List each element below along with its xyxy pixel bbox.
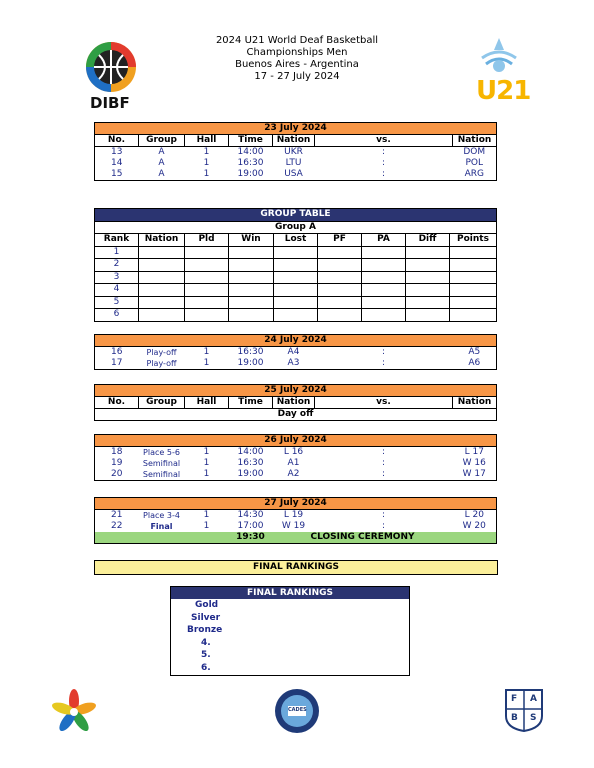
deaflympics-logo: [50, 688, 98, 736]
dibf-logo-text: DIBF: [90, 94, 130, 112]
fabs-letter-f: F: [511, 694, 518, 704]
group-table-title: GROUP TABLE: [95, 209, 497, 222]
schedule-23-july: [94, 122, 497, 181]
title-line-1: 2024 U21 World Deaf Basketball: [215, 35, 379, 46]
col-nation-away: Nation: [453, 397, 497, 409]
table-row: 3: [95, 271, 497, 284]
table-row: 2: [95, 259, 497, 272]
table-row: 1: [95, 246, 497, 259]
rank-bronze: Bronze: [187, 625, 223, 635]
rank-5: 5.: [201, 650, 211, 660]
col-nation: Nation: [139, 234, 185, 247]
table-row: 5: [95, 296, 497, 309]
col-nation-away: Nation: [453, 135, 497, 147]
col-time: Time: [229, 135, 273, 147]
col-group: Group: [139, 135, 185, 147]
col-points: Points: [450, 234, 497, 247]
ceremony-time: 19:30: [229, 532, 273, 544]
schedule-26-july: [94, 434, 497, 481]
rank-silver: Silver: [191, 612, 221, 623]
title-line-4: 17 - 27 July 2024: [254, 71, 340, 82]
game-row: 19 Semifinal 1 16:30 A1 : W 16: [111, 458, 486, 468]
title-line-2: Championships Men: [246, 47, 348, 58]
game-row: 20 Semifinal 1 19:00 A2 : W 17: [111, 469, 486, 479]
u21-logo-text: U21: [476, 76, 531, 106]
game-row: 15 A 1 19:00 USA : ARG: [111, 169, 484, 179]
date-header: 25 July 2024: [95, 385, 497, 397]
game-row: 21 Place 3-4 1 14:30 L 19 : L 20: [111, 510, 484, 520]
date-header: 26 July 2024: [95, 435, 497, 447]
game-row: 17 Play-off 1 19:00 A3 : A6: [111, 358, 481, 368]
rank-6: 6.: [201, 662, 211, 673]
col-hall: Hall: [185, 397, 229, 409]
schedule-24-july: [94, 334, 497, 370]
col-no: No.: [95, 135, 139, 147]
col-win: Win: [229, 234, 274, 247]
col-no: No.: [95, 397, 139, 409]
group-table: [94, 208, 497, 322]
col-group: Group: [139, 397, 185, 409]
title-line-3: Buenos Aires - Argentina: [235, 59, 359, 70]
group-name: Group A: [95, 221, 497, 234]
day-off-note: Day off: [277, 409, 314, 419]
game-row: 22 Final 1 17:00 W 19 : W 20: [111, 521, 486, 531]
col-lost: Lost: [274, 234, 318, 247]
col-vs: vs.: [315, 397, 453, 409]
event-title: [170, 35, 424, 83]
date-header: 23 July 2024: [95, 123, 497, 135]
ceremony-row: [95, 532, 497, 544]
game-row: 16 Play-off 1 16:30 A4 : A5: [111, 347, 481, 357]
date-header: 27 July 2024: [95, 498, 497, 510]
rank-4: 4.: [201, 637, 211, 648]
cades-logo: [274, 688, 320, 734]
fabs-logo: [504, 688, 544, 732]
final-rankings-title: FINAL RANKINGS: [171, 587, 409, 599]
col-diff: Diff: [406, 234, 450, 247]
col-pa: PA: [362, 234, 406, 247]
fabs-letter-s: S: [530, 713, 537, 723]
final-rankings-bar: FINAL RANKINGS: [94, 560, 498, 575]
table-row: 4: [95, 284, 497, 297]
schedule-27-july: [94, 497, 497, 544]
final-rankings-box: [170, 586, 410, 676]
u21-logo: [474, 36, 531, 108]
dibf-logo: [80, 40, 142, 110]
fabs-letter-a: A: [530, 694, 537, 704]
game-row: 13 A 1 14:00 UKR : DOM: [111, 147, 486, 157]
rank-gold: Gold: [195, 600, 219, 610]
col-nation-home: Nation: [273, 135, 315, 147]
table-row: 6: [95, 309, 497, 322]
fabs-letter-b: B: [511, 713, 518, 723]
col-rank: Rank: [95, 234, 139, 247]
col-hall: Hall: [185, 135, 229, 147]
col-pf: PF: [318, 234, 362, 247]
game-row: 14 A 1 16:30 LTU : POL: [111, 158, 484, 168]
game-row: 18 Place 5-6 1 14:00 L 16 : L 17: [111, 447, 484, 457]
date-header: 24 July 2024: [95, 335, 497, 347]
col-pld: Pld: [185, 234, 229, 247]
schedule-25-july: [94, 384, 497, 421]
cades-logo-text: CADES: [288, 707, 307, 713]
col-vs: vs.: [315, 135, 453, 147]
col-time: Time: [229, 397, 273, 409]
col-nation-home: Nation: [273, 397, 315, 409]
ceremony-label: CLOSING CEREMONY: [273, 532, 453, 544]
